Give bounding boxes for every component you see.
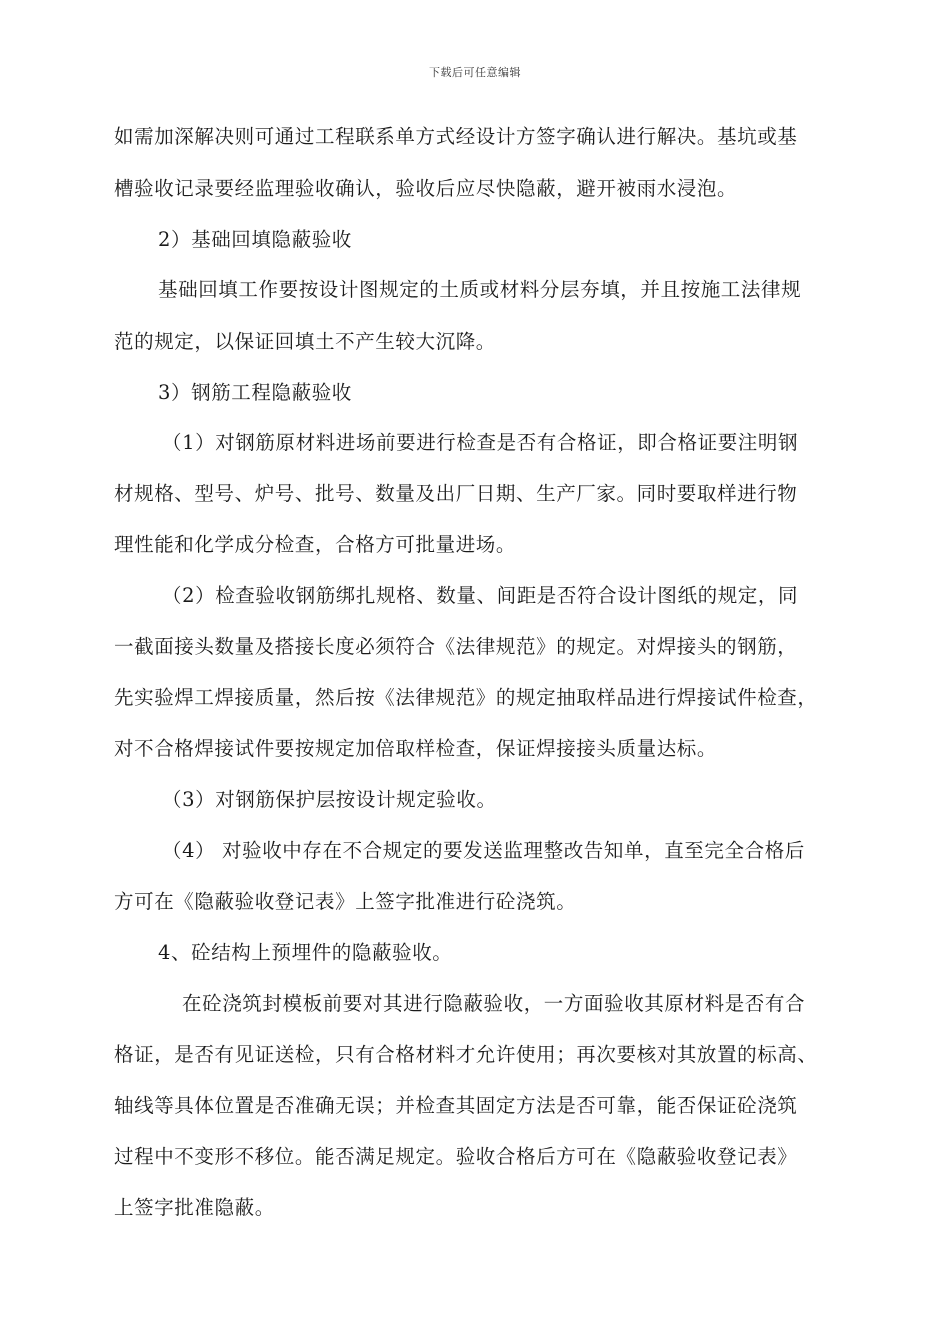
text-line: 材规格、型号、炉号、批号、数量及出厂日期、生产厂家。同时要取样进行物 <box>114 482 798 505</box>
text-line: （4） 对验收中存在不合规定的要发送监理整改告知单，直至完全合格后 <box>162 839 805 862</box>
text-line: （1）对钢筋原材料进场前要进行检查是否有合格证，即合格证要注明钢 <box>162 431 799 454</box>
text-line: （2）检查验收钢筋绑扎规格、数量、间距是否符合设计图纸的规定，同 <box>162 584 799 607</box>
text-line: 槽验收记录要经监理验收确认，验收后应尽快隐蔽，避开被雨水浸泡。 <box>114 177 738 200</box>
text-line: 先实验焊工焊接质量，然后按《法律规范》的规定抽取样品进行焊接试件检查， <box>114 686 818 709</box>
text-line: 2）基础回填隐蔽验收 <box>158 228 352 251</box>
text-line: 基础回填工作要按设计图规定的土质或材料分层夯填，并且按施工法律规 <box>158 278 802 301</box>
text-line: 方可在《隐蔽验收登记表》上签字批准进行砼浇筑。 <box>114 890 577 913</box>
text-line: 范的规定，以保证回填土不产生较大沉降。 <box>114 330 496 353</box>
text-line: 过程中不变形不移位。能否满足规定。验收合格后方可在《隐蔽验收登记表》 <box>114 1145 798 1168</box>
text-line: 轴线等具体位置是否准确无误；并检查其固定方法是否可靠，能否保证砼浇筑 <box>114 1094 798 1117</box>
text-line: 在砼浇筑封模板前要对其进行隐蔽验收，一方面验收其原材料是否有合 <box>182 992 806 1015</box>
text-line: 如需加深解决则可通过工程联系单方式经设计方签字确认进行解决。基坑或基 <box>114 125 798 148</box>
text-line: 格证，是否有见证送检，只有合格材料才允许使用；再次要核对其放置的标高、 <box>114 1043 818 1066</box>
text-line: 一截面接头数量及搭接长度必须符合《法律规范》的规定。对焊接头的钢筋， <box>114 635 798 658</box>
text-line: （3）对钢筋保护层按设计规定验收。 <box>162 788 497 811</box>
page-header: 下载后可任意编辑 <box>429 66 521 79</box>
text-line: 对不合格焊接试件要按规定加倍取样检查，保证焊接接头质量达标。 <box>114 737 718 760</box>
text-line: 3）钢筋工程隐蔽验收 <box>158 381 352 404</box>
text-line: 理性能和化学成分检查，合格方可批量进场。 <box>114 533 517 556</box>
text-line: 4、砼结构上预埋件的隐蔽验收。 <box>158 941 453 964</box>
text-line: 上签字批准隐蔽。 <box>114 1196 275 1219</box>
